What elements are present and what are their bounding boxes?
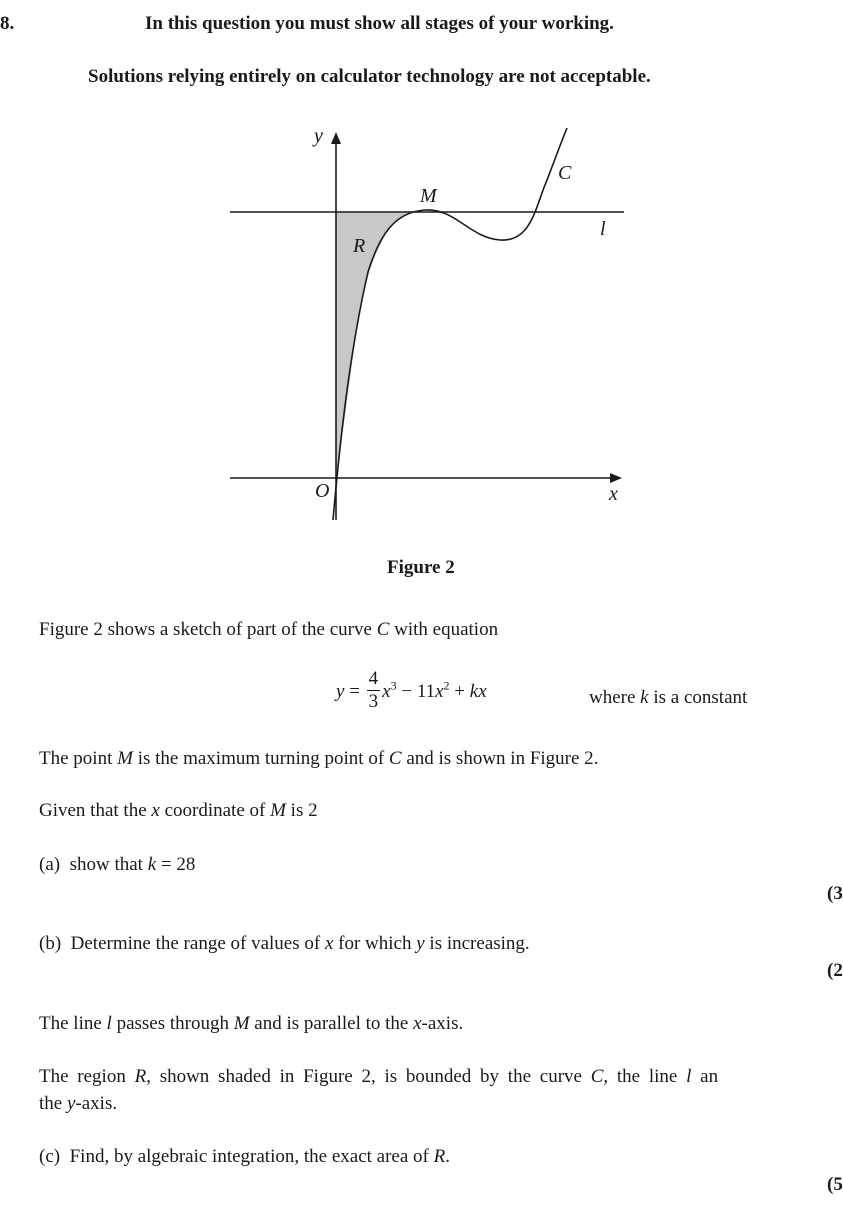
origin-label: O [315,480,330,502]
curve-c [333,128,567,520]
figure-2-graph [0,0,843,540]
region-r-shading [336,212,410,478]
instruction-working: In this question you must show all stages of your working. [145,13,614,34]
region-text-line1: The region R, shown shaded in Figure 2, is bounded by the curve C, the line l an [39,1066,719,1087]
part-c: (c) Find, by algebraic integration, the exact area of R. [39,1146,450,1167]
line-l-label: l [600,218,606,240]
constant-note: where k is a constant [589,687,748,708]
curve-c-label: C [558,162,572,184]
fraction-four-thirds: $\frac{4}{3}$ [368,668,379,712]
x-axis-label: x [609,483,618,505]
figure-caption: Figure 2 [387,557,455,578]
part-a-marks: (3 [827,883,843,904]
line-l-text: The line l passes through M and is parallel to the x-axis. [39,1013,464,1034]
region-text-line2: the y-axis. [39,1093,118,1114]
max-point-text: The point M is the maximum turning point of C and is shown in Figure 2. [39,748,599,769]
region-r-label: R [353,235,366,257]
y-axis-label: y [314,125,323,147]
part-c-marks: (5 [827,1174,843,1195]
part-a: (a) show that k = 28 [39,854,196,875]
part-b: (b) Determine the range of values of x for which y is increasing. [39,933,530,954]
part-b-marks: (2 [827,960,843,981]
point-m-label: M [420,185,437,207]
question-number: 8. [0,13,15,34]
given-text: Given that the x coordinate of M is 2 [39,800,318,821]
curve-equation: y = $\frac{4}{3}$ $x^3 - 11x^2$ + kx [336,668,487,712]
intro-text: Figure 2 shows a sketch of part of the curve C with equation [39,619,499,640]
instruction-calculator: Solutions relying entirely on calculator technology are not acceptable. [88,66,651,87]
